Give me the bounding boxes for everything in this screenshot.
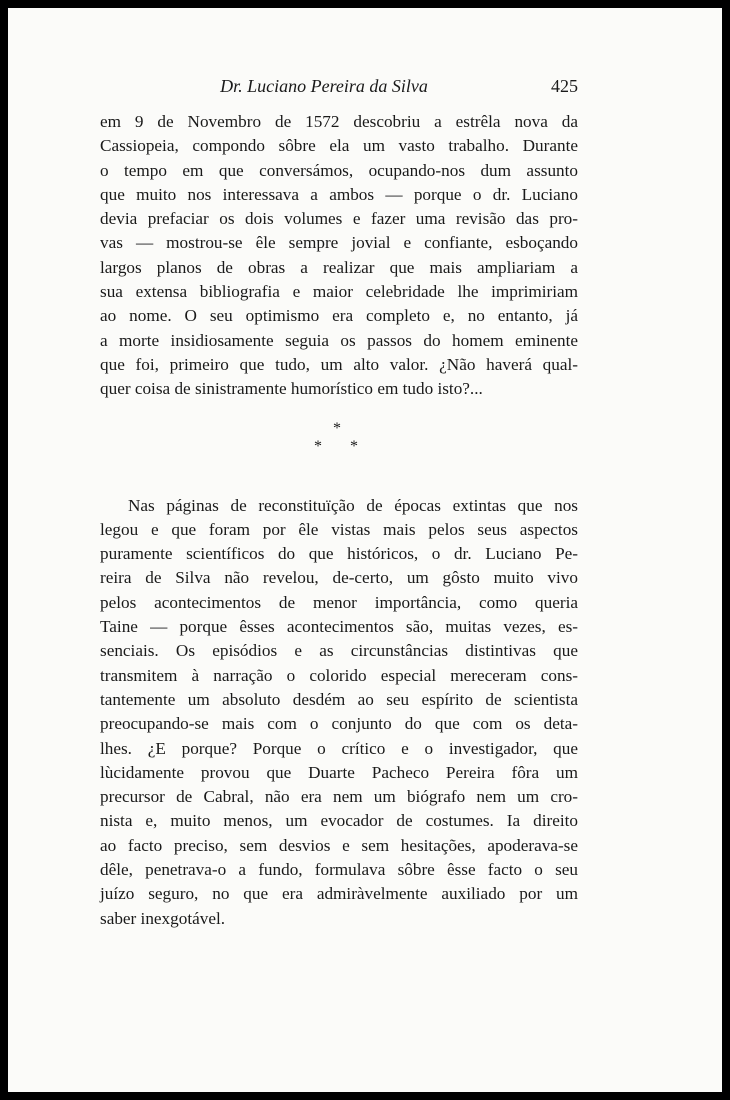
running-title: Dr. Luciano Pereira da Silva <box>220 76 428 96</box>
paragraph-1 <box>100 110 578 402</box>
page-number: 425 <box>551 76 578 96</box>
text-line: que muito nos interessava a ambos — porque o dr. Luciano <box>100 184 578 204</box>
text-line: dêle, penetrava-o a fundo, formulava sôbre êsse facto o seu <box>100 860 578 880</box>
text-line: transmitem à narração o colorido especial mereceram cons- <box>100 665 578 685</box>
text-line: puramente scientíficos do que históricos, o dr. Luciano Pe- <box>100 544 578 564</box>
book-page <box>8 8 722 1092</box>
page-content <box>100 72 578 931</box>
text-line: ao facto preciso, sem desvios e sem hesitações, apoderava-se <box>100 835 578 855</box>
paragraph-2 <box>100 494 578 931</box>
text-line: reira de Silva não revelou, de-certo, um gôsto muito vivo <box>100 568 578 588</box>
text-line: quer coisa de sinistramente humorístico em tudo isto?... <box>100 379 483 399</box>
text-line: legou e que foram por êle vistas mais pelos seus aspectos <box>100 519 578 539</box>
text-line: nista e, muito menos, um evocador de costumes. Ia direito <box>100 811 578 831</box>
text-line: a morte insidiosamente seguia os passos do homem eminente <box>100 330 578 350</box>
text-line: sua extensa bibliografia e maior celebridade lhe imprimiriam <box>100 282 578 302</box>
asterisk-top: * <box>333 419 341 437</box>
text-line: Nas páginas de reconstituïção de épocas extintas que nos <box>128 495 578 515</box>
text-line: o tempo em que conversámos, ocupando-nos dum assunto <box>100 160 578 180</box>
text-line: vas — mostrou-se êle sempre jovial e confiante, esboçando <box>100 233 578 253</box>
text-line: tantemente um absoluto desdém ao seu espírito de scientista <box>100 689 578 709</box>
section-break-asterism <box>100 420 578 490</box>
text-line: em 9 de Novembro de 1572 descobriu a estrêla nova da <box>100 112 578 131</box>
text-line: preocupando-se mais com o conjunto do que com os deta- <box>100 714 578 734</box>
text-line: largos planos de obras a realizar que mais ampliariam a <box>100 257 578 277</box>
text-line: ao nome. O seu optimismo era completo e, no entanto, já <box>100 306 578 326</box>
running-head <box>100 72 578 100</box>
text-line: devia prefaciar os dois volumes e fazer uma revisão das pro- <box>100 209 578 229</box>
text-line: saber inexgotável. <box>100 908 226 928</box>
text-line: precursor de Cabral, não era nem um biógrafo nem um cro- <box>100 787 578 807</box>
asterisk-right: * <box>350 437 358 455</box>
text-line: juízo seguro, no que era admiràvelmente auxiliado por um <box>100 884 578 904</box>
text-line: lùcidamente provou que Duarte Pacheco Pereira fôra um <box>100 762 578 782</box>
asterisk-left: * <box>314 437 322 455</box>
text-line: Taine — porque êsses acontecimentos são, muitas vezes, es- <box>100 617 578 637</box>
text-line: Cassiopeia, compondo sôbre ela um vasto trabalho. Durante <box>100 136 578 156</box>
text-line: senciais. Os episódios e as circunstâncias distintivas que <box>100 641 578 661</box>
text-line: lhes. ¿E porque? Porque o crítico e o investigador, que <box>100 738 578 758</box>
text-line: pelos acontecimentos de menor importância, como queria <box>100 592 578 612</box>
text-line: que foi, primeiro que tudo, um alto valor. ¿Não haverá qual- <box>100 354 578 374</box>
